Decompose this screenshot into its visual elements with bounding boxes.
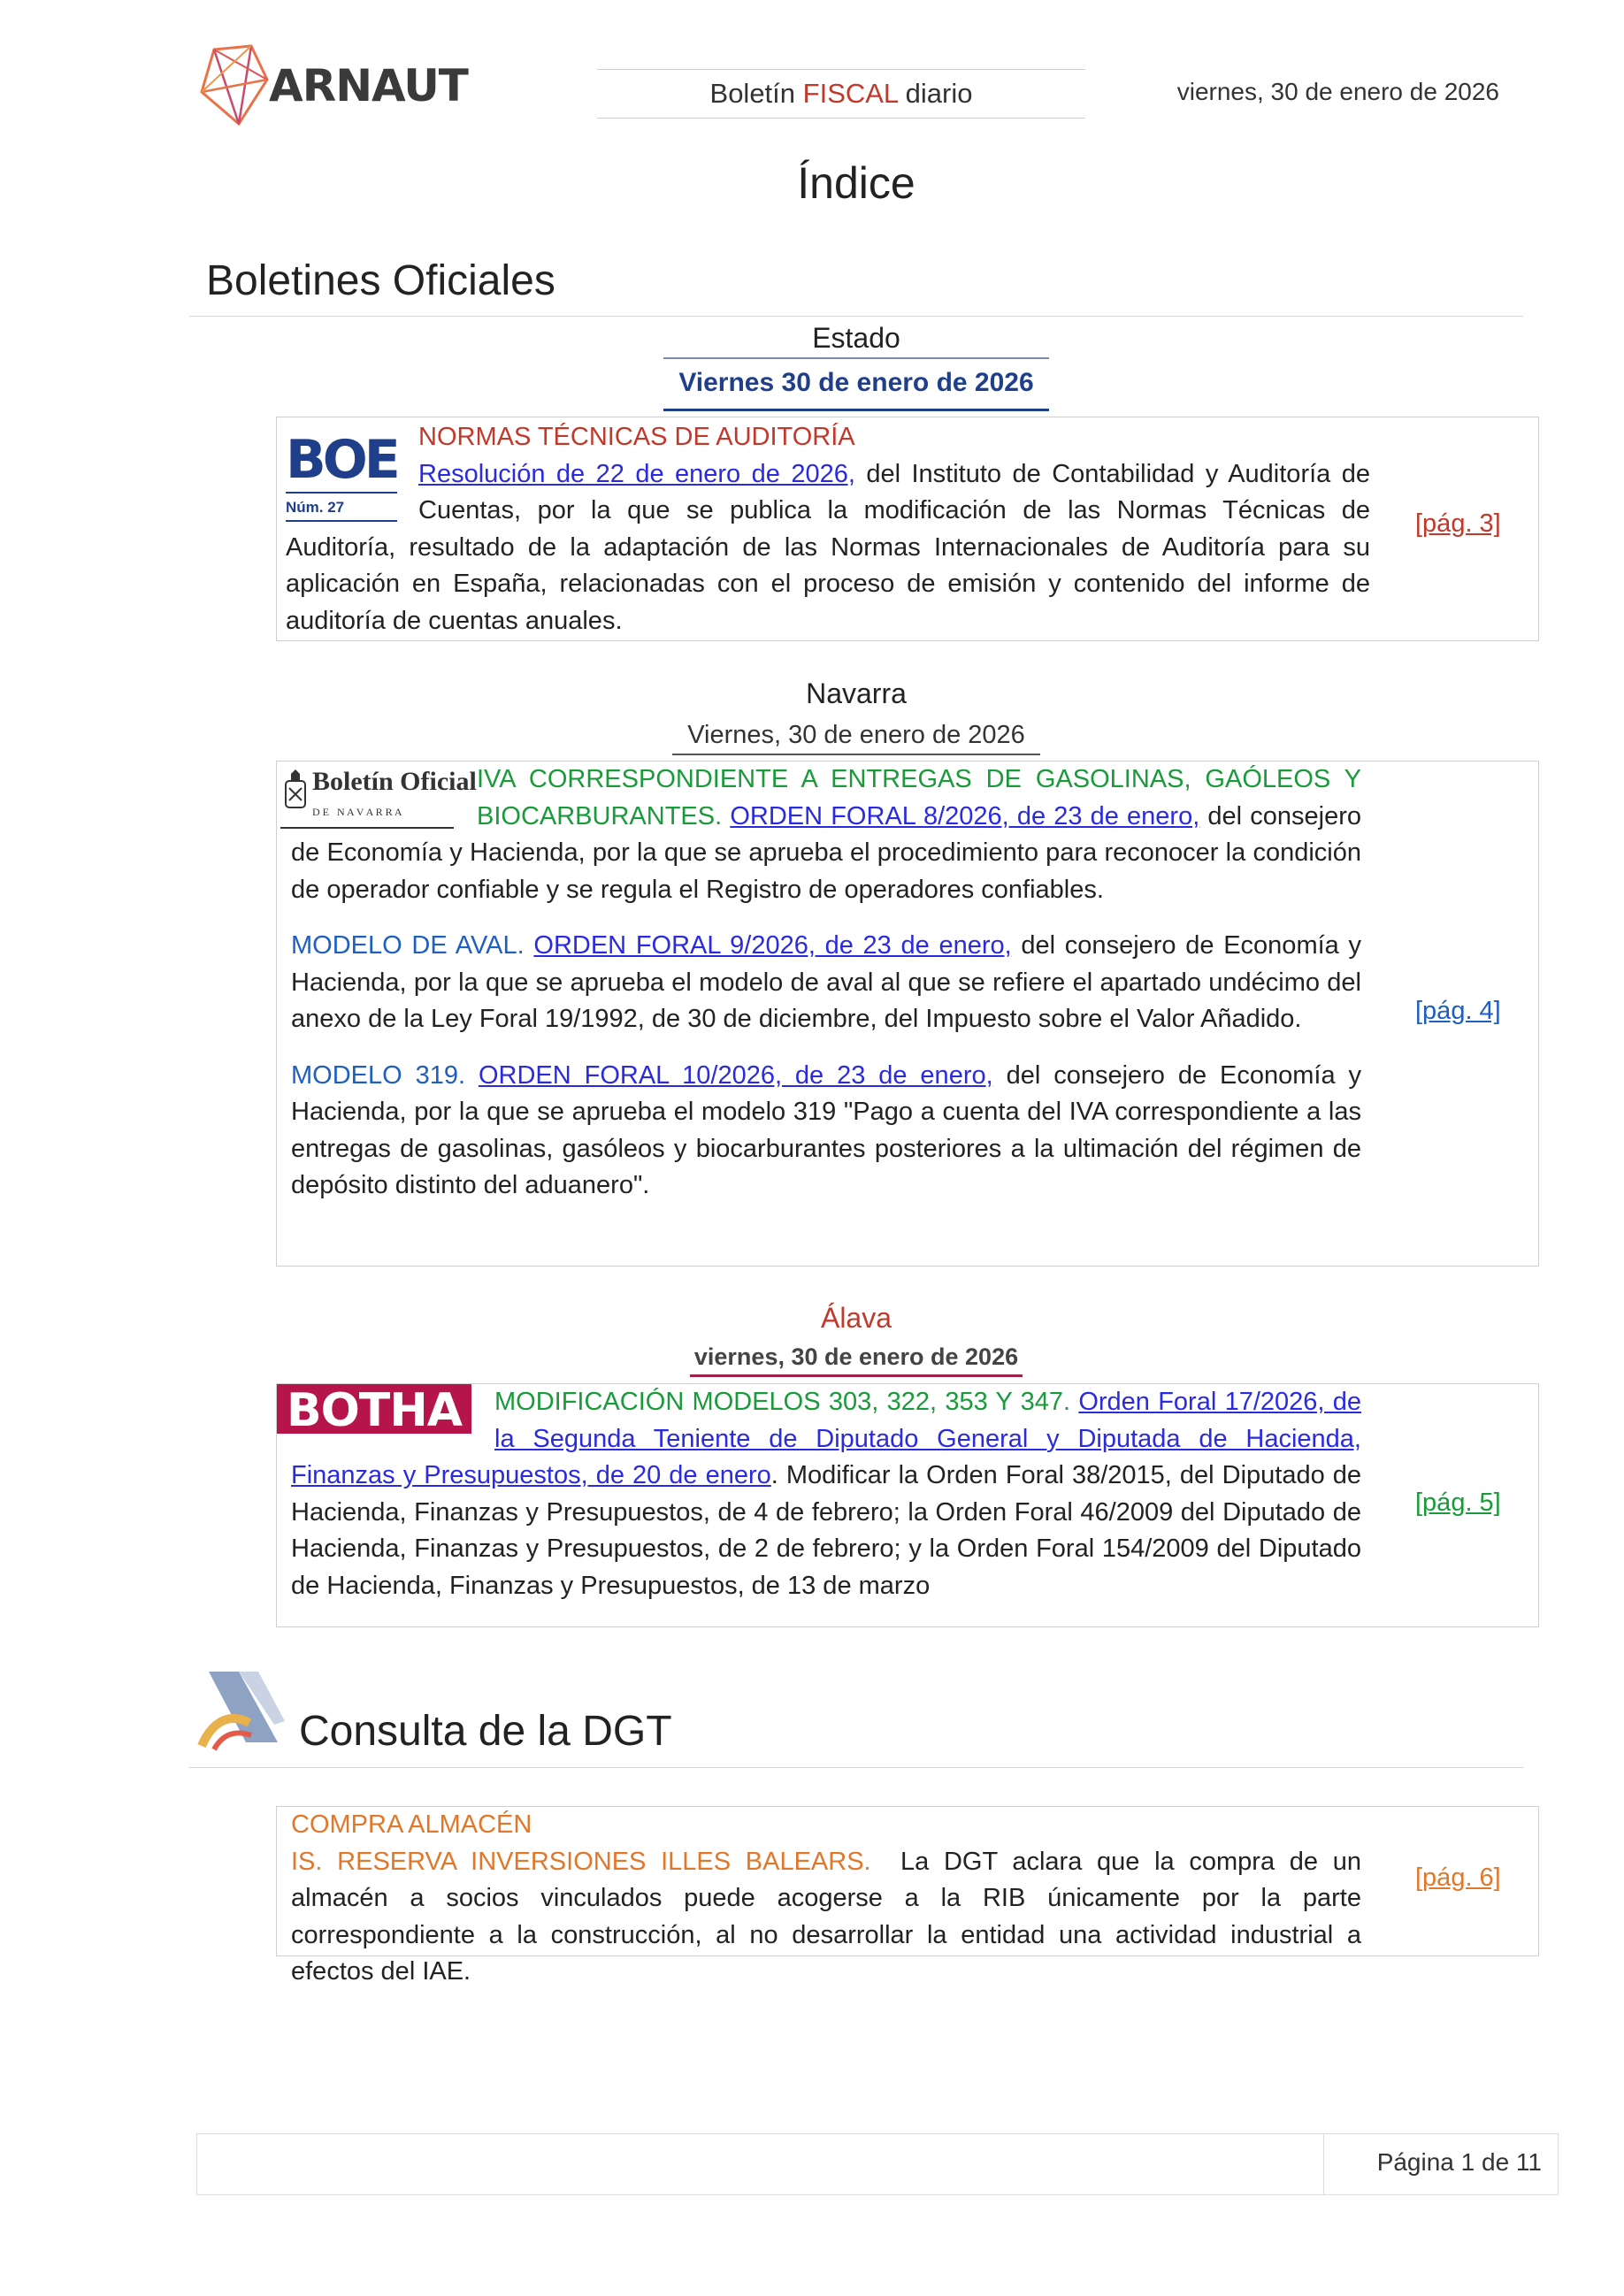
navarra-heading: Navarra	[806, 677, 907, 709]
section-title-boletines: Boletines Oficiales	[206, 257, 555, 304]
page-title: Índice	[797, 158, 915, 208]
aeat-logo	[196, 1668, 285, 1756]
estado-entry	[276, 417, 1539, 641]
dgt-topic-1: COMPRA ALMACÉN	[291, 1810, 532, 1839]
footer-divider	[1323, 2134, 1324, 2194]
estado-link[interactable]: Resolución de 22 de enero de 2026,	[418, 459, 855, 488]
section-divider	[189, 316, 1523, 317]
estado-topic: NORMAS TÉCNICAS DE AUDITORÍA	[418, 423, 855, 451]
section-divider	[189, 1767, 1523, 1768]
navarra-item2-topic: MODELO DE AVAL.	[291, 931, 525, 960]
navarra-item1-link[interactable]: ORDEN FORAL 8/2026, de 23 de enero,	[730, 801, 1200, 830]
bulletin-accent: FISCAL	[802, 78, 899, 109]
navarra-page-link[interactable]: [pág. 4]	[1415, 997, 1501, 1025]
alava-heading: Álava	[820, 1302, 892, 1334]
botha-logo: BOTHA	[277, 1384, 471, 1434]
estado-date: Viernes 30 de enero de 2026	[678, 368, 1034, 397]
arnaut-logo-icon	[196, 42, 272, 131]
bulletin-title: Boletín FISCAL diario	[597, 69, 1085, 119]
dgt-text: La DGT aclara que la compra de un almacén a socios vinculados puede acogerse a la RIB únicamente por la parte correspondiente a la construcción, al no desarrollar la entidad una actividad industrial a efectos del IAE.	[291, 1847, 1369, 1986]
company-logo	[196, 42, 468, 131]
dgt-page-link[interactable]: [pág. 6]	[1415, 1864, 1501, 1892]
estado-text: del Instituto de Contabilidad y Auditoría de Cuentas, por la que se publica la modificación de las Normas Técnicas de Auditoría, resultado de la adaptación de las Normas Internacionales de Auditoría para su aplicación en España, relacionadas con el proceso de emisión y contenido del informe de auditoría de cuentas anuales.	[286, 459, 1370, 635]
page-number: Página 1 de 11	[1376, 2148, 1542, 2176]
section-title-dgt: Consulta de la DGT	[299, 1708, 672, 1755]
alava-topic: MODIFICACIÓN MODELOS 303, 322, 353 Y 347.	[494, 1388, 1071, 1416]
navarra-item1-topic: IVA CORRESPONDIENTE A ENTREGAS DE GASOLINAS, GAÓLEOS Y BIOCARBURANTES.	[477, 765, 1361, 830]
alava-link[interactable]: Orden Foral 17/2026, de la Segunda Teniente de Diputado General y Diputada de Hacienda, Finanzas y Presupuestos, de 20 de enero	[291, 1388, 1362, 1489]
dgt-topic-2: IS. RESERVA INVERSIONES ILLES BALEARS.	[291, 1847, 871, 1876]
navarra-item3-topic: MODELO 319.	[291, 1060, 466, 1090]
page-footer	[196, 2133, 1559, 2195]
alava-entry: BOTHA MODIFICACIÓN MODELOS 303, 322, 353 Y 347. Orden Foral 17/2026, de la Segunda Teniente de Diputado General y Diputada de Hacienda, Finanzas y Presupuestos, de 20 de enero. Modificar la Orden Foral 38/2015, del Diputado de Hacienda, Finanzas y Presupuestos, de 4 de febrero; la Orden Foral 46/2009 del Diputado de Hacienda, Finanzas y Presupuestos, de 2 de febrero; y la Orden Foral 154/2009 del Diputado de Hacienda, Finanzas y Presupuestos, de 13 de marzo [pág. 5]	[276, 1383, 1539, 1627]
dgt-entry	[276, 1806, 1539, 1986]
boe-logo: BOE Núm. 27	[286, 433, 401, 531]
navarra-item3-link[interactable]: ORDEN FORAL 10/2026, de 23 de enero,	[478, 1060, 993, 1090]
navarra-entry: Boletín Oficial D E N A V A R R A IVA CORRESPONDIENTE A ENTREGAS DE GASOLINAS, GAÓLEOS Y BIOCARBURANTES. ORDEN FORAL 8/2026, de 23 de enero, del consejero de Economía y Hacienda, por la que se aprueba el procedimiento para reconocer la condición de operador confiable y se regula el Registro de operadores confiables. MODELO DE AVAL. ORDEN FORAL 9/2026, de 23 de enero, del consejero de Economía y Hacienda, por la que se aprueba el modelo de aval al que se refiere el apartado undécimo del anexo de la Ley Foral 19/1992, de 30 de diciembre, del Impuesto sobre el Valor Añadido. MODELO 319. ORDEN FORAL 10/2026, de 23 de enero, del consejero de Economía y Hacienda, por la que se aprueba el modelo 319 "Pago a cuenta del IVA correspondiente a las entregas de gasolinas, gasóleos y biocarburantes posteriores a la ultimación del régimen de depósito distinto del aduanero". [pág. 4]	[276, 761, 1539, 1267]
alava-page-link[interactable]: [pág. 5]	[1415, 1489, 1501, 1517]
navarra-item2-link[interactable]: ORDEN FORAL 9/2026, de 23 de enero,	[533, 931, 1012, 960]
estado-heading: Estado	[812, 322, 900, 354]
header-date: viernes, 30 de enero de 2026	[1176, 78, 1499, 105]
logo-wordmark: ARNAUT	[269, 60, 468, 111]
estado-page-link[interactable]: [pág. 3]	[1415, 509, 1501, 538]
navarra-logo: Boletín Oficial D E N A V A R R A	[280, 763, 454, 829]
aeat-logo-icon	[196, 1668, 285, 1756]
alava-date: viernes, 30 de enero de 2026	[693, 1343, 1019, 1370]
navarra-date: Viernes, 30 de enero de 2026	[687, 721, 1025, 749]
